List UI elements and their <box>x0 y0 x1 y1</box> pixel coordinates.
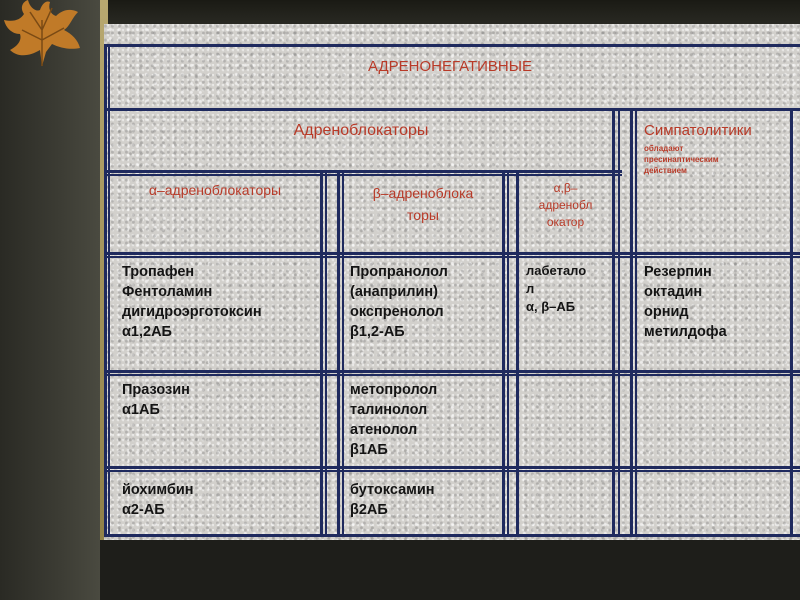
drug-class: β1,2-АБ <box>350 324 405 340</box>
drug-name: бутоксамин <box>350 482 435 498</box>
drug-class: α1АБ <box>122 402 160 418</box>
row3-alpha-cell <box>122 480 194 520</box>
drug-class: β1АБ <box>350 442 388 458</box>
header-alpha-beta-line-2: адренобл <box>538 198 593 212</box>
header-sympatholytics-title: Симпатолитики <box>644 122 752 139</box>
drug-name: дигидроэрготоксин <box>122 304 262 320</box>
drug-name: л <box>526 281 535 296</box>
drug-name: Празозин <box>122 382 190 398</box>
row2-alpha-cell <box>122 380 190 420</box>
drug-class: α1,2АБ <box>122 324 172 340</box>
header-alpha-beta-line-1: α,β– <box>553 181 578 195</box>
row1-sympatholytics-cell <box>644 262 727 342</box>
row3-beta-cell <box>350 480 435 520</box>
drug-name: йохимбин <box>122 482 194 498</box>
drug-name: талинолол <box>350 402 428 418</box>
drug-name: Пропранолол <box>350 264 448 280</box>
row1-alpha-cell <box>122 262 262 342</box>
header-beta-blockers <box>344 182 502 226</box>
drug-class: α, β–АБ <box>526 299 576 314</box>
header-beta-line-2: торы <box>407 207 439 223</box>
sympatholytics-note-line-1: обладают <box>644 144 684 153</box>
drug-name: метопролол <box>350 382 438 398</box>
drug-name: орнид <box>644 304 689 320</box>
drug-name: лабетало <box>526 263 587 278</box>
bottom-dark-band <box>100 540 800 600</box>
drug-name: (анаприлин) <box>350 284 438 300</box>
drug-name: Тропафен <box>122 264 195 280</box>
sympatholytics-note-line-2: пресинаптическим <box>644 155 719 164</box>
header-adrenoblockers: Адреноблокаторы <box>293 122 429 139</box>
drug-name: Фентоламин <box>122 284 213 300</box>
drug-class: α2-АБ <box>122 502 165 518</box>
left-dark-band <box>0 0 100 600</box>
drug-class: β2АБ <box>350 502 388 518</box>
header-alpha-beta-blockers <box>519 180 612 231</box>
header-alpha-blockers: α–адреноблокаторы <box>148 182 282 198</box>
row1-beta-cell <box>350 262 448 342</box>
page-title: АДРЕНОНЕГАТИВНЫЕ <box>367 58 533 75</box>
header-sympatholytics <box>644 122 794 176</box>
drug-name: октадин <box>644 284 703 300</box>
maple-leaf-icon <box>2 0 82 68</box>
row2-beta-cell <box>350 380 437 460</box>
drug-name: окспренолол <box>350 304 444 320</box>
header-alpha-beta-line-3: окатор <box>546 215 585 229</box>
row1-alpha-beta-cell <box>526 262 586 316</box>
header-beta-line-1: β–адреноблока <box>372 185 474 201</box>
drug-name: метилдофа <box>644 324 727 340</box>
drug-name: Резерпин <box>644 264 712 280</box>
sympatholytics-note-line-3: действием <box>644 166 687 175</box>
drug-name: атенолол <box>350 422 418 438</box>
